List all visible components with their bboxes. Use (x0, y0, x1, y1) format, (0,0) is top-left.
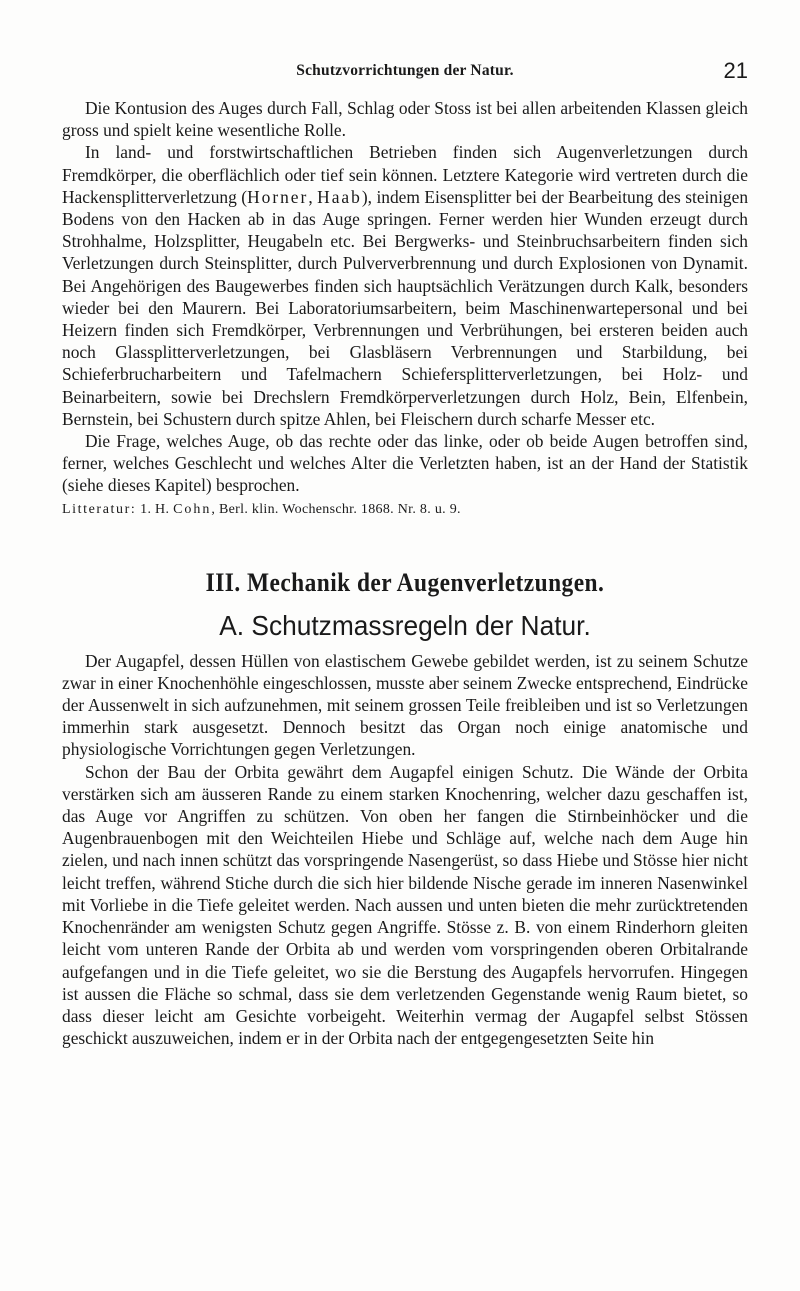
running-head (62, 58, 748, 84)
paragraph-augapfel: Der Augapfel, dessen Hüllen von elastischem Gewebe gebildet werden, ist zu seinem Schutze zwar in einer Knochenhöhle eingeschlossen, musste aber seinem Zwecke entsprechend, Eindrücke der Aussenwelt in sich aufzunehmen, mit seinem grossen Teile freibleiben und ist so Verletzungen immerhin stark ausgesetzt. Dennoch besitzt das Organ noch einige anatomische und physiologische Vorrichtungen gegen Verletzungen. (62, 650, 748, 760)
separator-text: , (308, 186, 318, 207)
body-text (62, 97, 748, 1049)
subsection-heading: A. Schutzmassregeln der Natur. (219, 609, 591, 641)
author-name-haab: Haab (317, 186, 362, 207)
literature-prefix: 1. H. (136, 501, 174, 517)
paragraph-orbita: Schon der Bau der Orbita gewährt dem Augapfel einigen Schutz. Die Wände der Orbita verstärken sich am äusseren Rande zu einem starken Knochenring, welcher dazu geschaffen ist, das Auge vor Angriffen zu schützen. Von oben her fangen die Stirnbeinhöcker und die Augenbrauenbogen mit den Weichteilen Hiebe und Schläge auf, welche nach dem Auge hin zielen, und nach innen schützt das vorspringende Nasengerüst, so dass Hiebe und Stösse hier nicht leicht treffen, während Stiche durch die sich hier bildende Nische gerade im inneren Nasenwinkel mit Vorliebe in die Tiefe geleitet werden. Nach aussen und unten bieten die mehr zurücktretenden Knochenränder am wenigsten Schutz gegen Angriffe. Stösse z. B. von einem Rinderhorn gleiten leicht vom unteren Rande der Orbita ab und werden vom vorspringenden oberen Orbitalrande aufgefangen und in die Tiefe geleitet, wo sie die Berstung des Augapfels hervorrufen. Hingegen ist aussen die Fläche so schmal, dass sie dem verletzenden Gegenstande wenig Raum bietet, so dass dieser leicht am Gesichte vorbeigeht. Weiterhin vermag der Augapfel selbst Stössen geschickt auszuweichen, indem er in der Orbita nach der entgegengesetzten Seite hin (62, 761, 748, 1049)
section-heading: III. Mechanik der Augenverletzungen. (205, 567, 605, 597)
page-number: 21 (723, 58, 748, 83)
paragraph-text-start: In land- und forstwirtschaftlichen Betrieben finden sich Augenverletzungen durch Fremdkörper, die oberflächlich oder tief sein können. Letztere Kategorie wird vertreten durch die Hackensplitterverletzung ( (62, 142, 748, 207)
running-title: Schutzvorrichtungen der Natur. (296, 62, 514, 79)
literature-author: Cohn (173, 501, 212, 517)
paragraph-kontusion: Die Kontusion des Auges durch Fall, Schlag oder Stoss ist bei allen arbeitenden Klassen gleich gross und spielt keine wesentliche Rolle. (62, 98, 748, 141)
author-name-horner: Horner (247, 186, 309, 207)
paragraph-fremdkoerper (62, 141, 748, 430)
literature-label: Litteratur: (62, 501, 137, 517)
literature-reference (62, 500, 748, 520)
literature-source: , Berl. klin. Wochenschr. 1868. Nr. 8. u. 9. (211, 501, 461, 517)
paragraph-frage: Die Frage, welches Auge, ob das rechte oder das linke, oder ob beide Augen betroffen sind, ferner, welches Geschlecht und welches Alter die Verletzten haben, ist an der Hand der Statistik (siehe dieses Kapitel) besprochen. (62, 431, 748, 496)
paragraph-text-rest: ), indem Eisensplitter bei der Bearbeitung des steinigen Bodens von den Hacken ab in das Auge springen. Ferner werden hier Wunden erzeugt durch Strohhalme, Holzsplitter, Heugabeln etc. Bei Bergwerks- und Steinbruchsarbeitern finden sich Verletzungen durch Steinsplitter, durch Pulververbrennung und durch Explosionen von Dynamit. Bei Angehörigen des Baugewerbes finden sich hauptsächlich Verätzungen durch Kalk, besonders wieder bei den Maurern. Bei Laboratoriumsarbeitern, beim Maschinenwartepersonal und bei Heizern finden sich Fremdkörper, Verbrennungen und Verbrühungen, bei ersteren beiden auch noch Glassplitterverletzungen, bei Glasbläsern Verbrennungen und Starbildung, bei Schieferbrucharbeitern und Tafelmachern Schiefersplitterverletzungen, bei Holz- und Beinarbeitern, sowie bei Drechslern Fremdkörperverletzungen durch Holz, Bein, Elfenbein, Bernstein, bei Schustern durch spitze Ahlen, bei Fleischern durch scharfe Messer etc. (62, 186, 749, 429)
